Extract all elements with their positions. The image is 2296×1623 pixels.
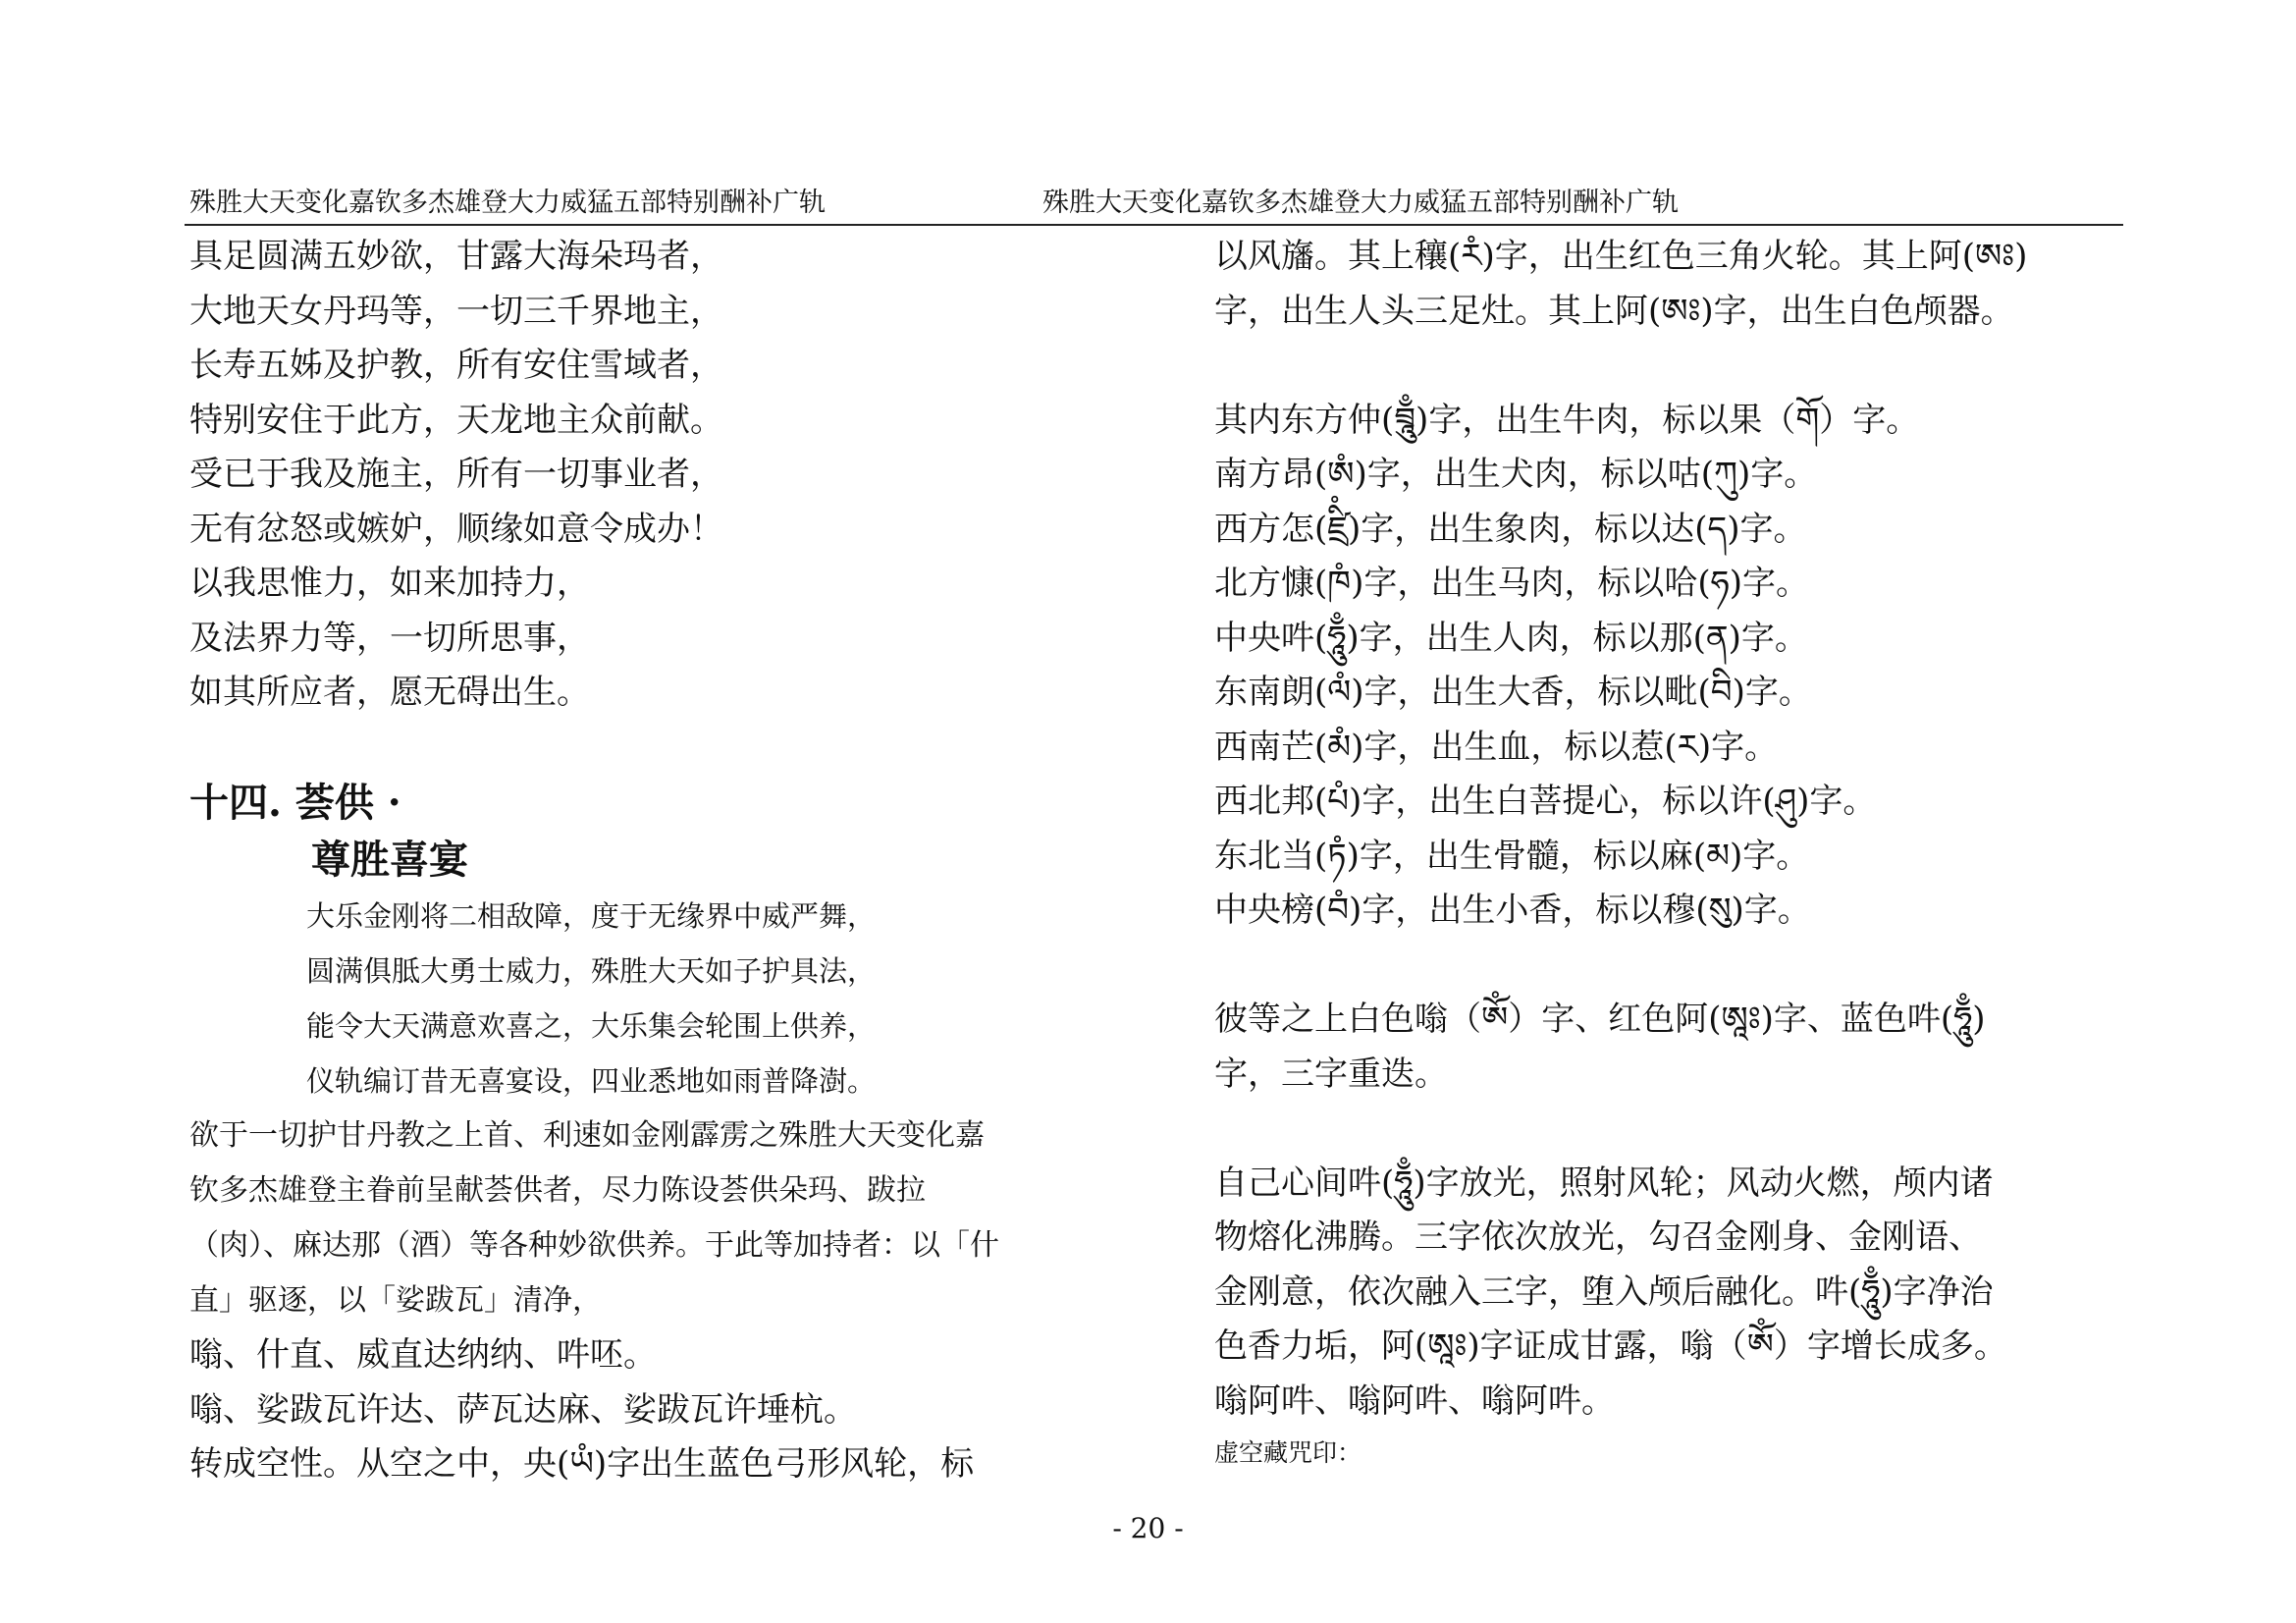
paragraph-2 xyxy=(1214,394,2157,939)
section-title: 十四. 荟供 · xyxy=(189,780,401,826)
mantra-line: 转成空性。从空之中，央(ཡཾ)字出生蓝色弓形风轮，标 xyxy=(189,1444,975,1484)
intro-verse-line: 能令大天满意欢喜之，大乐集会轮围上供养， xyxy=(306,1009,877,1043)
paragraph-1 xyxy=(1214,230,2157,339)
text-line: 字，出生人头三足灶。其上阿(ཨཿ)字，出生白色颅器。 xyxy=(1214,291,2014,331)
text-line: 中央榜(བཾ)字，出生小香，标以穆(སུ)字。 xyxy=(1214,891,1811,930)
mudra-note: 虚空藏咒印： xyxy=(1214,1438,1362,1467)
intro-verse-line: 大乐金刚将二相敌障，度于无缘界中威严舞， xyxy=(306,899,877,933)
text-line: 东南朗(ལཾ)字，出生大香，标以毗(བི)字。 xyxy=(1214,673,1812,712)
text-line: 东北当(ཏཾ)字，出生骨髓，标以麻(མ)字。 xyxy=(1214,836,1810,876)
text-line: 自己心间吽(ཧཱུྃ)字放光，照射风轮；风动火燃，颅内诸 xyxy=(1214,1163,1994,1203)
header-rule xyxy=(185,224,2123,226)
text-line: 彼等之上白色嗡（ཨོཾ）字、红色阿(ཨཱཿ)字、蓝色吽(ཧཱུྃ) xyxy=(1214,1000,1986,1039)
verse-line: 具足圆满五妙欲，甘露大海朵玛者， xyxy=(189,237,723,276)
text-line: 西北邦(པཾ)字，出生白菩提心，标以许(ཤུ)字。 xyxy=(1214,782,1877,821)
spacer xyxy=(1214,1102,2157,1157)
text-line: 西方怎(ཛྲིཾ)字，出生象肉，标以达(ད)字。 xyxy=(1214,509,1807,549)
text-line: 字，三字重迭。 xyxy=(1214,1054,1448,1094)
text-line: 南方昂(ཨཾ)字，出生犬肉，标以咕(ཀུ)字。 xyxy=(1214,455,1818,494)
verse-line: 受已于我及施主，所有一切事业者， xyxy=(189,455,723,494)
intro-verse-block xyxy=(189,889,1102,1109)
paragraph-4 xyxy=(1214,1157,2157,1430)
text-line: 金刚意，依次融入三字，堕入颅后融化。吽(ཧཱུྃ)字净治 xyxy=(1214,1271,1994,1312)
mantra-line: 嗡、娑跋瓦许达、萨瓦达麻、娑跋瓦许埵杭。 xyxy=(189,1389,857,1430)
spacer xyxy=(1214,939,2157,994)
section-subtitle: 尊胜喜宴 xyxy=(311,837,468,883)
instruction-line: 直」驱逐，以「娑跋瓦」清净， xyxy=(189,1283,602,1318)
spacer xyxy=(1214,339,2157,394)
left-column xyxy=(189,230,1102,1492)
spacer xyxy=(189,721,1102,776)
intro-verse-line: 圆满俱胝大勇士威力，殊胜大天如子护具法， xyxy=(306,954,877,988)
text-line: 西南芒(མཾ)字，出生血，标以惹(ར)字。 xyxy=(1214,727,1779,767)
verse-line: 如其所应者，愿无碍出生。 xyxy=(189,673,590,712)
text-line: 以风旛。其上穰(རཾ)字，出生红色三角火轮。其上阿(ཨཿ) xyxy=(1214,237,2028,276)
instruction-block xyxy=(189,1109,1102,1328)
verse-line: 长寿五姊及护教，所有安住雪域者， xyxy=(189,346,723,385)
mantra-line: 嗡、什直、威直达纳纳、吽呸。 xyxy=(189,1335,657,1375)
verse-line: 特别安住于此方，天龙地主众前献。 xyxy=(189,400,723,440)
verse-line: 以我思惟力，如来加持力， xyxy=(189,564,590,603)
text-line: 物熔化沸腾。三字依次放光，勾召金刚身、金刚语、 xyxy=(1214,1217,1982,1257)
running-header-right: 殊胜大天变化嘉钦多杰雄登大力威猛五部特别酬补广轨 xyxy=(1042,188,1679,218)
text-line: 色香力垢，阿(ཨཱཿ)字证成甘露，嗡（ཨོཾ）字增长成多。 xyxy=(1214,1326,2007,1366)
right-column xyxy=(1214,230,2157,1478)
verse-line: 及法界力等，一切所思事， xyxy=(189,618,590,658)
instruction-line: 钦多杰雄登主眷前呈献荟供者，尽力陈设荟供朵玛、跋拉 xyxy=(189,1173,926,1208)
page-number: - 20 - xyxy=(1112,1512,1184,1544)
text-line: 北方慷(ཁཾ)字，出生马肉，标以哈(ཧ)字。 xyxy=(1214,564,1809,603)
verse-line: 大地天女丹玛等，一切三千界地主， xyxy=(189,291,723,331)
running-header-left: 殊胜大天变化嘉钦多杰雄登大力威猛五部特别酬补广轨 xyxy=(189,188,826,218)
verse-block-top xyxy=(189,230,1102,721)
text-line: 其内东方仲(བྲཱུྃ)字，出生牛肉，标以果（གོ）字。 xyxy=(1214,400,1920,440)
text-line: 嗡阿吽、嗡阿吽、嗡阿吽。 xyxy=(1214,1380,1615,1421)
intro-verse-line: 仪轨编订昔无喜宴设，四业悉地如雨普降澍。 xyxy=(306,1064,877,1098)
text-line: 中央吽(ཧཱུྃ)字，出生人肉，标以那(ན)字。 xyxy=(1214,618,1808,658)
mantra-block xyxy=(189,1328,1102,1492)
instruction-line: 欲于一切护甘丹教之上首、利速如金刚霹雳之殊胜大天变化嘉 xyxy=(189,1118,985,1153)
instruction-line: （肉）、麻达那（酒）等各种妙欲供养。于此等加持者：以「什 xyxy=(189,1228,999,1263)
verse-line: 无有忿怒或嫉妒，顺缘如意令成办！ xyxy=(189,509,723,549)
paragraph-3 xyxy=(1214,993,2157,1102)
